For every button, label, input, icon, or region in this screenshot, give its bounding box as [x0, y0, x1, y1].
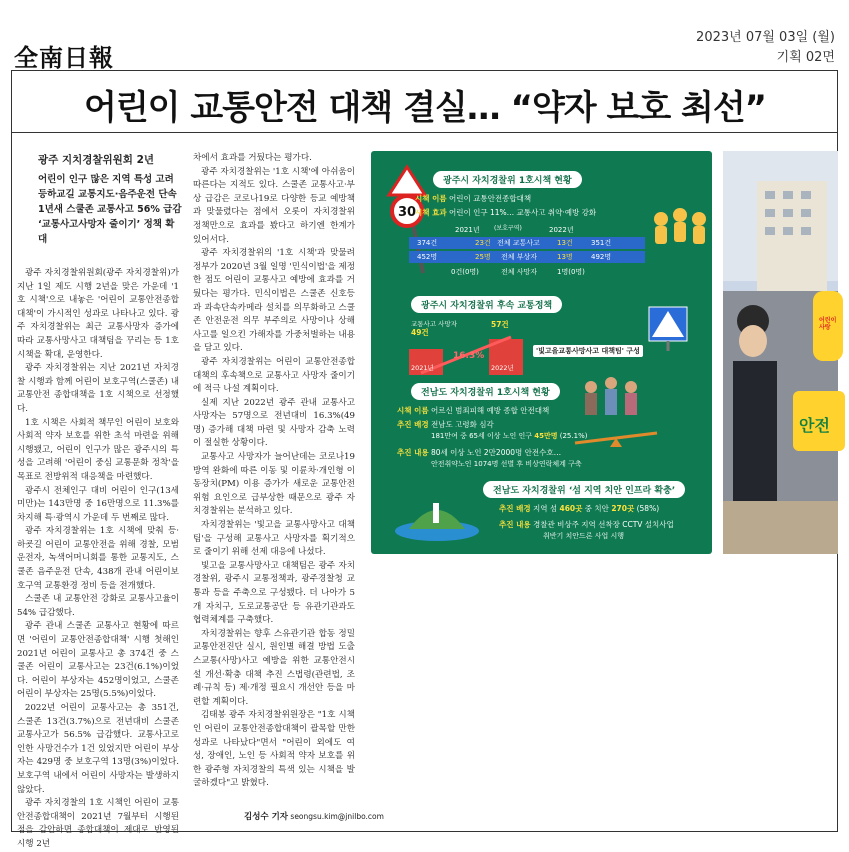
p1-effect: 시책 효과 어린이 인구 11%… 교통사고 취약·예방 강화 — [415, 208, 597, 217]
t2022-zone: 13건 — [557, 239, 573, 247]
paragraph: 교통사고 사망자가 늘어난데는 코로나19 방역 완화에 따른 이동 및 이륜차·개인형 이동장치(PM) 이용 증가가 새로운 교통안전 위험 요인으로 급부상한 때문으로 광주 자치경찰위는 분석하고 있다. — [193, 452, 355, 517]
t2021-zone: 23건 — [475, 239, 491, 247]
p3-content-2: 안전취약노인 1074명 선별 후 비상연락체계 구축 — [431, 460, 582, 468]
paragraph: 광주 자치경찰위는 1호 시책에 맞춰 등·하굣길 어린이 교통안전을 위해 경찰, 모범운전자, 녹색어머니회를 통한 교통지도, 스쿨존 음주운전 단속, 438개 관내 어린이보호구역 교통환경 정비 등을 전개했다. — [17, 526, 179, 591]
p4-bg: 추진 배경 지역 섬 460곳 중 치안 270곳 (58%) — [499, 504, 660, 513]
year-2022: 2022년 — [549, 226, 574, 234]
paragraph: 광주 자치경찰위는 어린이 교통안전종합대책의 후속책으로 교통사고 사망자 줄이기에 적극 나설 계획이다. — [193, 356, 355, 395]
p4-content-2: 취반기 치안드론 사업 시행 — [543, 532, 625, 540]
i2021-total: 452명 — [417, 253, 438, 261]
panel1-title: 광주시 자치경찰위 1호시책 현황 — [433, 171, 582, 188]
subheadline: 등하교길 교통지도·음주운전 단속 — [38, 189, 177, 200]
article-kicker: 광주 지치경찰위원회 2년 — [38, 154, 155, 166]
paragraph: 자치경찰위는 '빛고을 교통사망사고 대책팀'을 구성해 교통사고 사망자를 획기적으로 줄이기 위해 선제 대응에 나섰다. — [193, 520, 355, 558]
elderly-group-icon — [577, 373, 645, 427]
t2021-total: 374건 — [417, 239, 438, 247]
balance-scale-icon — [571, 427, 661, 447]
p1-name: 시책 이름 어린이 교통안전종합대책 — [415, 194, 532, 203]
children-icon — [649, 201, 711, 263]
row-dead-label: 전체 사망자 — [501, 268, 538, 276]
body-column-1 — [17, 267, 179, 849]
fatal-year-a: 2021년 — [411, 364, 434, 372]
subheadlines — [38, 172, 183, 247]
newspaper-masthead: 全南日報 — [14, 43, 114, 72]
panel3-title: 전남도 자치경찰위 1호시책 현황 — [411, 383, 560, 400]
fatal-year-b: 2022년 — [491, 364, 514, 372]
panel2-title: 광주시 자치경찰위 후속 교통정책 — [411, 296, 562, 313]
zone-legend: (보호구역) — [494, 225, 522, 232]
paragraph: 스쿨존 내 교통안전 강화로 교통사고율이 54% 급감했다. — [17, 594, 179, 618]
paragraph: 광주 자치경찰의 1호 시책인 어린이 교통안전종합대책이 2021년 7월부터 시행된 점을 감안하면 종합대책이 제대로 반영된 시행 2년 — [17, 798, 179, 849]
paragraph: 광주 관내 스쿨존 교통사고 현황에 따르면 '어린이 교통안전종합대책' 시행 첫해인 2021년 어린이 교통사고 총 374건 중 스쿨존 어린이 교통사고는 23건(6.1%)이었다. 어린이 부상자는 452명이었고, 스쿨존 어린이 부상자는 25명(5.5%)이었다. — [17, 621, 179, 700]
p3-content: 추진 내용 80세 이상 노인 2만2000명 안전수호… — [397, 448, 562, 457]
subheadline: 어린이 인구 많은 지역 특성 고려 — [38, 174, 174, 185]
row-injured-label: 전체 부상자 — [501, 253, 538, 261]
d2021: 0건(0명) — [451, 268, 479, 276]
paragraph: 광주 자치경찰위는 지난 2021년 자치경찰 시행과 함께 어린이 보호구역(스쿨존) 내 교통안전 종합대책을 1호 시책으로 선정했다. — [17, 363, 179, 414]
crosswalk-sign-icon — [647, 303, 691, 351]
p3-bg: 추진 배경 전남도 고령화 심각 — [397, 420, 494, 429]
i2022-total: 492명 — [591, 253, 612, 261]
subheadline: ‘교통사고사망자 줄이기’ 정책 확대 — [38, 219, 175, 245]
infographic — [371, 151, 712, 554]
paragraph: 2022년 어린이 교통사고는 총 351건, 스쿨존 13건(3.7%)으로 전년대비 스쿨존 교통사고가 56.5% 급감했다. 교통사고로 인한 사망건수가 1건 있었지만 어린이 부상자는 429명 중 보호구역 13명(3%)이었다. 보호구역 내에서 어린이 사망자는 발생하지 않았다. — [17, 703, 179, 795]
publication-date: 2023년 07월 03일 (월) — [696, 30, 835, 45]
body-column-2 — [193, 152, 355, 808]
fatal-change: 16.3% — [453, 351, 485, 361]
year-2021: 2021년 — [455, 226, 480, 234]
hand-sign-text: 어린이 사랑 — [819, 317, 837, 331]
island-icon — [391, 481, 481, 545]
subheadline: 1년새 스쿨존 교통사고 56% 급감 — [38, 204, 182, 215]
article-headline: 어린이 교통안전 대책 결실… “약자 보호 최선” — [83, 88, 767, 128]
i2022-zone: 13명 — [557, 253, 573, 261]
p3-bg-detail: 181만여 중 65세 이상 노인 인구 45만명 (25.1%) — [431, 432, 588, 440]
paragraph: 광주 자치경찰위는 '1호 시책'에 아쉬움이 따른다는 지적도 있다. 스쿨존 교통사고·부상 급감은 코로나19로 다양한 등교 예방책과 맞물렸다는 점에서 오롯이 자치경찰위 정책만으로 효과를 봤다고 하기엔 한계가 있어서다. — [193, 166, 355, 245]
headline-divider — [11, 132, 838, 133]
d2022: 1명(0명) — [557, 268, 585, 276]
p4-content: 추진 내용 경찰관 비상주 지역 선착장 CCTV 설치사업 — [499, 520, 674, 529]
speed-limit-text: 30 — [397, 205, 417, 220]
page-section: 기획 02면 — [776, 50, 835, 65]
byline-email: seongsu.kim@jnilbo.com — [290, 812, 384, 821]
paragraph: 광주 자치경찰위원회(광주 자치경찰위)가 지난 1일 제도 시행 2년을 맞은 가운데 '1호 시책'으로 내놓은 '어린이 교통안전종합대책'이 가시적인 성과로 나타나고 있다. 광주 자치경찰위는 최근 교통사망자 증가에 따라 교통사망사고 대책팀을 꾸리는 등 1호 시책을 확대, 운영한다. — [17, 268, 179, 360]
panel4-title: 전남도 자치경찰위 ‘섬 지역 치안 인프라 확충’ — [483, 481, 685, 498]
paragraph: 실제 지난 2022년 광주 관내 교통사고 사망자는 57명으로 전년대비 16.3%(49명) 증가해 대책 마련 및 사망자 감축 노력이 절실한 상황이다. — [193, 397, 355, 449]
accident-table — [409, 225, 645, 281]
campaign-photo — [723, 151, 838, 554]
t2022-total: 351건 — [591, 239, 612, 247]
byline-name: 김성수 기자 — [244, 812, 289, 822]
task-team-label: '빛고을교통사망사고 대책팀' 구성 — [533, 345, 643, 357]
fatalities-label: 교통사고 사망자 — [411, 320, 458, 328]
paragraph: 자치경찰위는 향후 스유관기관 합동 정밀 교통안전진단 실시, 원인별 해결 방법 도출 스교통(사망)사고 예방을 위한 교통안전시설 개선·확충 대책 추진 스법령(관련법, 조례·규칙 등) 제·개정 필요시 개선안 등을 마련할 계획이다. — [193, 628, 355, 707]
paragraph: 김태봉 광주 자치경찰위원장은 "1호 시책인 어린이 교통안전종합대책이 괄목할 만한 성과로 나타났다"면서 "어린이 외에도 여성, 장애인, 노인 등 사회적 약자 보호를 위한 광주형 자치경찰의 특색 있는 시책을 발굴하겠다"고 밝혔다. — [193, 710, 355, 789]
paragraph: 광주시 전체인구 대비 어린이 인구(13세 미만)는 143만명 중 16만명으로 11.3%를 차지해 특·광역시 가운데 두 번째로 많다. — [17, 485, 179, 523]
paragraph: 차에서 효과를 거뒀다는 평가다. — [193, 153, 312, 163]
safety-banner-text: 안전 — [799, 416, 830, 435]
paragraph: 광주 자치경찰위의 '1호 시책'과 맞물려 정부가 2020년 3월 일명 '민식이법'을 제정한 점도 어린이 교통사고 예방에 효과를 거뒀다는 평가다. 민식이법은 스쿨존 신호등과 과속단속카메라 설치를 의무화하고 스쿨존 안전운전 의무 부주의로 사망이나 상해사고를 일으킨 가해자를 가중처벌하는 내용을 담고 있다. — [193, 248, 355, 354]
p3-name: 시책 이름 어르신 범죄피해 예방 종합 안전대책 — [397, 406, 550, 415]
row-total-label: 전체 교통사고 — [497, 239, 540, 247]
fatal-2022: 57건 — [491, 320, 509, 329]
paragraph: 1호 시책은 사회적 책무인 어린이 보호와 사회적 약자 보호를 위한 초석 마련을 위해 시행됐고, 어린이 인구가 많은 광주시의 특성을 고려해 '어린이 중심 교통문화 정착'을 목표로 전방위적 대응책을 마련했다. — [17, 417, 179, 482]
campaign-photo-illustration — [723, 151, 838, 554]
byline — [244, 810, 384, 822]
i2021-zone: 25명 — [475, 253, 491, 261]
paragraph: 빛고을 교통사망사고 대책팀은 광주 자치경찰위, 광주시 교통정책과, 광주경찰청 교통과 등을 주축으로 구성됐다. 더 나아가 5개 자치구, 도로교통공단 등 유관기관과도 협력체계를 구축했다. — [193, 560, 355, 626]
fatal-2021: 49건 — [411, 328, 429, 337]
